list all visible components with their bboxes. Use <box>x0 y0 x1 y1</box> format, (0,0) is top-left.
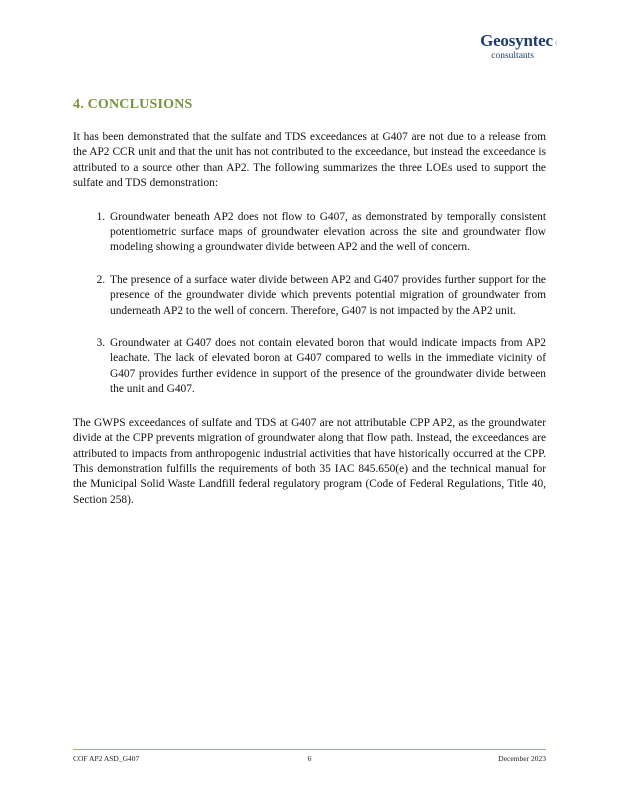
logo-subtitle: consultants <box>491 51 534 61</box>
document-body <box>73 96 546 526</box>
company-logo <box>480 32 558 62</box>
section-heading: 4. CONCLUSIONS <box>73 97 193 112</box>
footer-date: December 2023 <box>498 754 546 763</box>
footer-document-id: COF AP2 ASD_G407 <box>73 754 140 763</box>
lines-of-evidence-list <box>73 210 546 398</box>
list-item: 3. Groundwater at G407 does not contain elevated boron that would indicate impacts from AP2 leachate. The lack of elevated boron at G407 compared to wells in the immediate vicinity of G407 provides further evidence in support of the presence of the groundwater divide between the unit and G407. <box>108 336 546 398</box>
closing-paragraph: The GWPS exceedances of sulfate and TDS at G407 are not attributable CPP AP2, as the groundwater divide at the CPP prevents migration of groundwater along that flow path. Instead, the exceedances are attributed to impacts from anthropogenic industrial activities that have historically occurred at the CPP. This demonstration fulfills the requirements of both 35 IAC 845.650(e) and the technical manual for the Municipal Solid Waste Landfill federal regulatory program (Code of Federal Regulations, Title 40, Section 258). <box>73 416 546 506</box>
list-item: 1. Groundwater beneath AP2 does not flow to G407, as demonstrated by temporally consistent potentiometric surface maps of groundwater elevation across the site and groundwater flow modeling showing a groundwater divide between AP2 and the well of concern. <box>108 210 546 256</box>
logo-wordmark: Geosyntec‹ <box>480 31 558 50</box>
list-item: 2. The presence of a surface water divide between AP2 and G407 provides further support for the presence of the groundwater divide which prevents potential migration of groundwater from underneath AP2 to the well of concern. Therefore, G407 is not impacted by the AP2 unit. <box>108 273 546 319</box>
page-footer <box>73 749 546 763</box>
intro-paragraph: It has been demonstrated that the sulfate and TDS exceedances at G407 are not due to a release from the AP2 CCR unit and that the unit has not contributed to the exceedance, but instead the exceedance is attributed to a source other than AP2. The following summarizes the three LOEs used to support the sulfate and TDS demonstration: <box>73 131 546 190</box>
logo-mark-icon: ‹ <box>553 34 558 49</box>
footer-page-number: 6 <box>307 754 312 763</box>
